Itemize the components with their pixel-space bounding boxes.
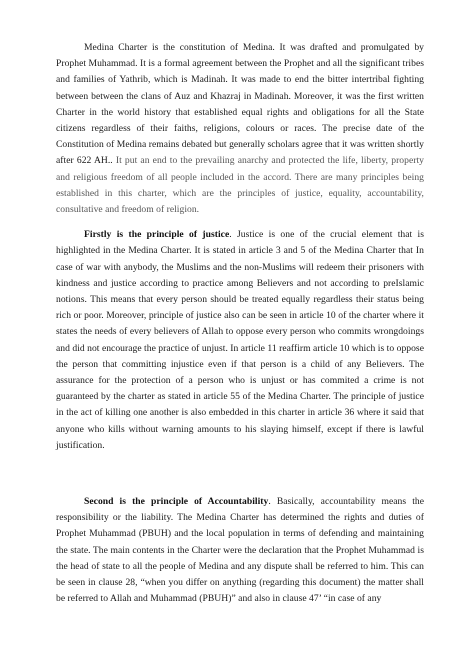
paragraph-accountability xyxy=(56,494,424,607)
paragraph-intro xyxy=(56,40,424,218)
paragraph-accountability-text: . Basically, accountability means the responsibility or the liability. The Medina Charter has determined the rights and duties of Prophet Muhammad (PBUH) and the local population in terms of defending and maintaining the state. The main contents in the Charter were the declaration that the Prophet Muhammad is the head of state to all the people of Medina and any dispute shall be referred to him. This can be seen in clause 28, “when you differ on anything (regarding this document) the matter shall be referred to Allah and Muhammad (PBUH)” and also in clause 47’ “in case of any xyxy=(56,496,425,605)
paragraph-justice xyxy=(56,227,424,454)
paragraph-intro-text: Medina Charter is the constitution of Medina. It was drafted and promulgated by Prophet Muhammad. It is a formal agreement between the Prophet and all the significant tribes and families of Yathrib, which is Madinah. It was made to end the bitter intertribal fighting between between the clans of Auz and Khazraj in Madinah. Moreover, it was the first written Charter in the world history that established equal rights and obligations for all the State citizens regardless of their faiths, religions, colours or races. The precise date of the Constitution of Medina remains debated but generally scholars agree that it was written shortly after 622 AH.. xyxy=(56,42,424,167)
paragraph-intro-text-continued: It put an end to the prevailing anarchy and protected the life, liberty, property and religious freedom of all people included in the accord. There are many principles being established in this charter, which are the principles of justice, equality, accountability, consultative and freedom of religion. xyxy=(56,155,424,216)
paragraph-justice-heading: Firstly is the principle of justice xyxy=(84,229,230,241)
paragraph-accountability-heading: Second is the principle of Accountability xyxy=(84,496,269,508)
paragraph-spacer xyxy=(56,454,424,494)
paragraph-justice-text: . Justice is one of the crucial element that is highlighted in the Medina Charter. It is stated in article 3 and 5 of the Medina Charter that In case of war with anybody, the Muslims and the non-Muslims will redeem their prisoners with kindness and justice according to practice among Believers and not according to preIslamic notions. This means that every person should be treated equally regardless their status being rich or poor. Moreover, principle of justice also can be seen in article 10 of the charter where it states the needs of every believers of Allah to oppose every person who commits wrongdoings and did not encourage the practice of unjust. In article 11 reaffirm article 10 which is to oppose the person that committing injustice even if that person is a child of any Believers. The assurance for the protection of a person who is unjust or has commited a crime is not guaranteed by the charter as stated in article 55 of the Medina Charter. The principle of justice in the act of killing one another is also embedded in this charter in article 36 where it said that anyone who kills without warning amounts to his slaying himself, except if there is lawful justification. xyxy=(56,229,424,451)
paragraph-spacer xyxy=(56,218,424,227)
